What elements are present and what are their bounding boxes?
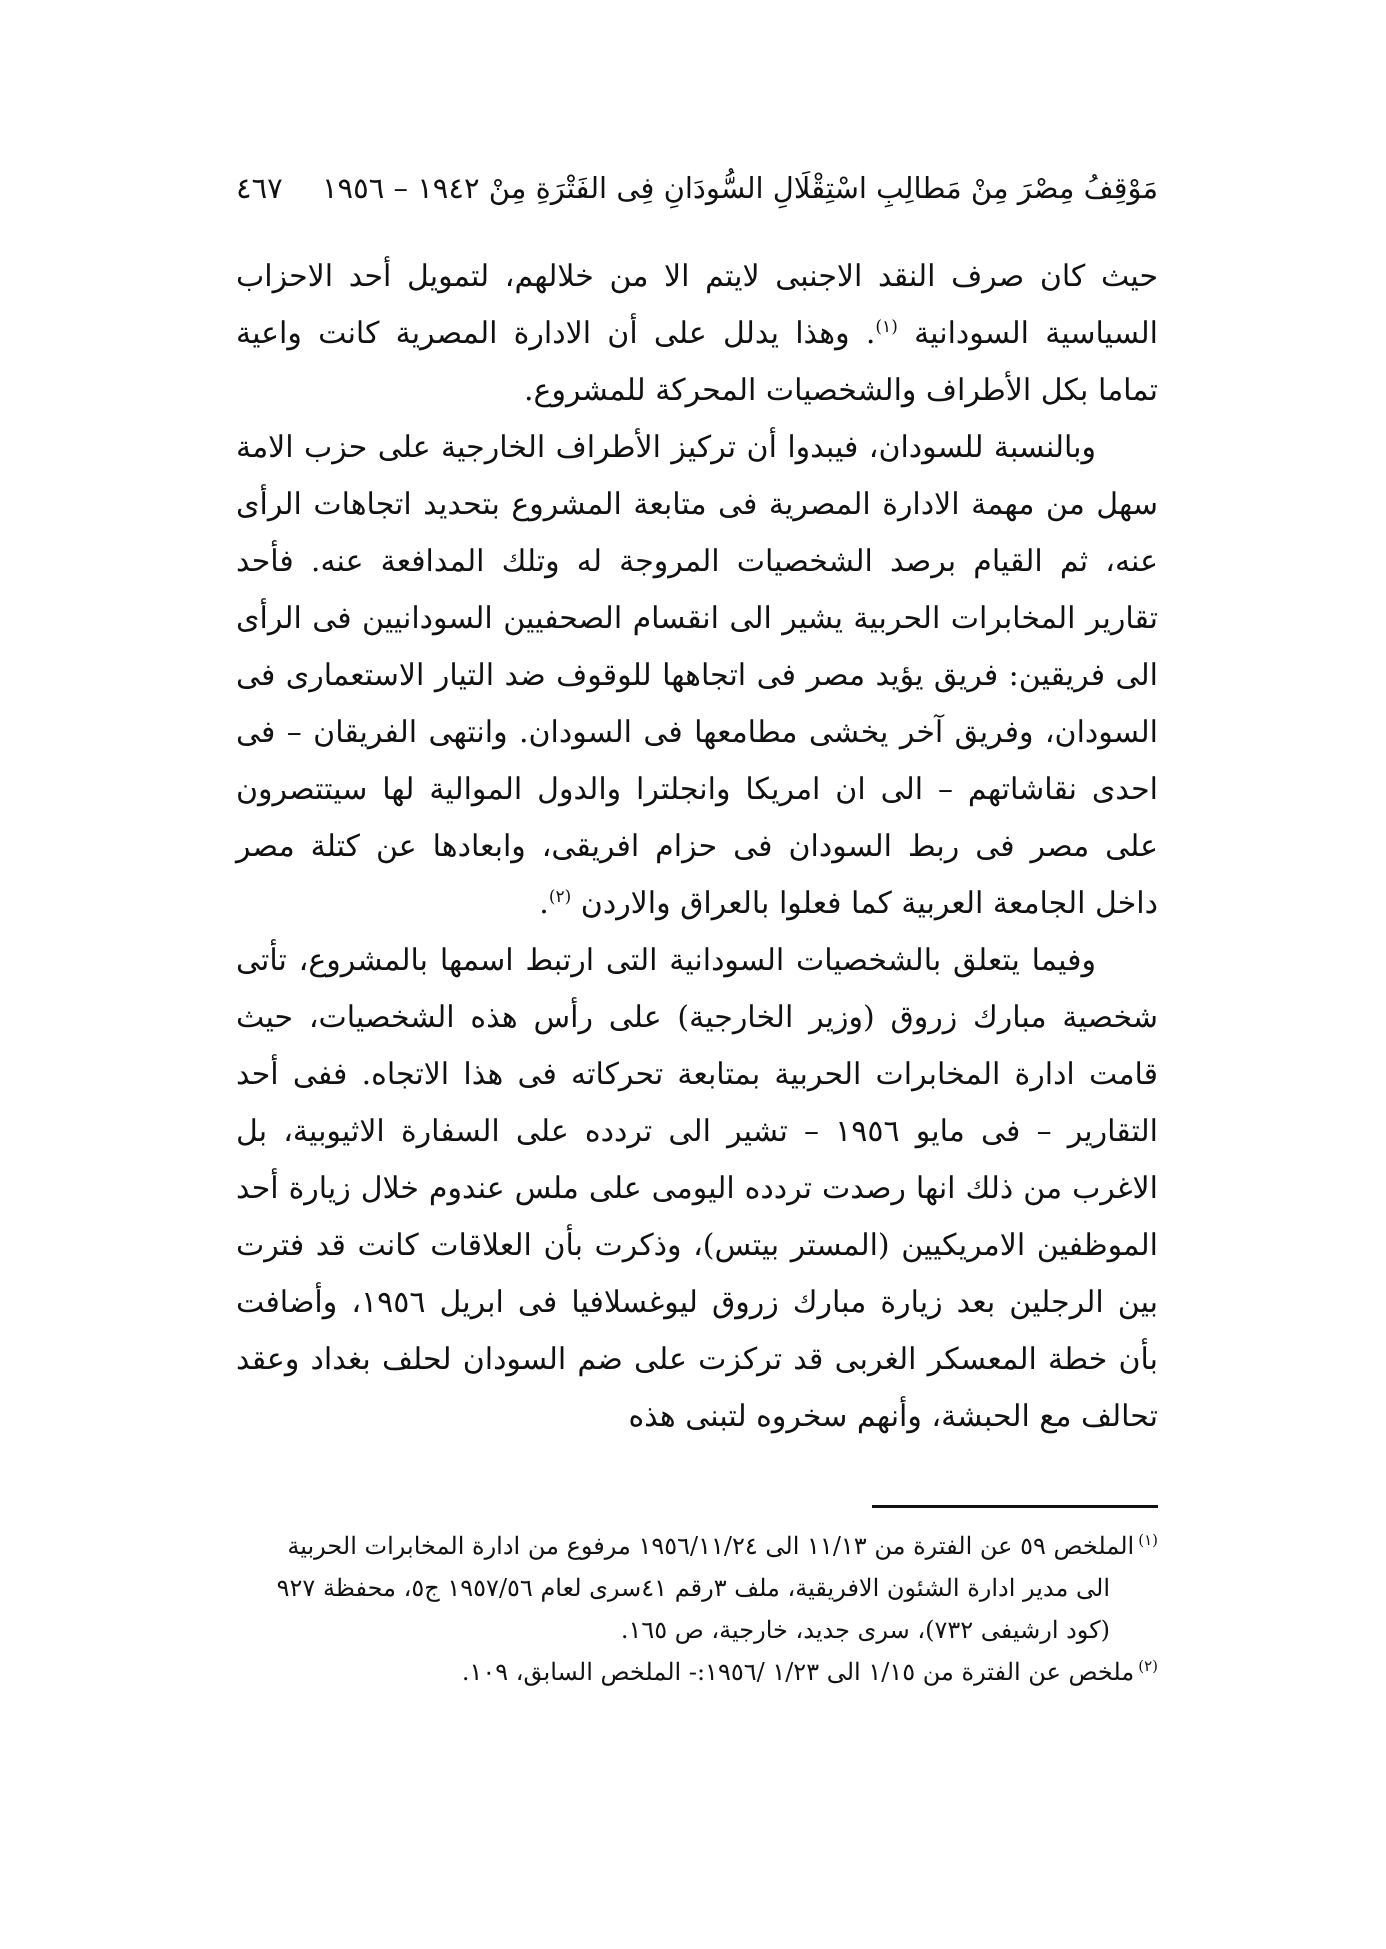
footnote-1-line-3: (كود ارشيفى ٧٣٢)، سرى جديد، خارجية، ص ١٦٥. (620, 1616, 1110, 1644)
footnote-2-text: ملخص عن الفترة من ١/١٥ الى ١/٢٣ /١٩٥٦:- الملخص السابق، ١٠٩. (461, 1658, 1135, 1686)
footnotes (236, 1525, 1158, 1693)
paragraph-2-text-a: وبالنسبة للسودان، فيبدوا أن تركيز الأطراف الخارجية على حزب الامة سهل من مهمة الادارة المصرية فى متابعة المشروع بتحديد اتجاهات الرأى عنه، ثم القيام برصد الشخصيات المروجة له وتلك المدافعة عنه. فأحد تقارير المخابرات الحربية يشير الى انقسام الصحفيين السودانيين فى الرأى الى فريقين: فريق يؤيد مصر فى اتجاهها للوقوف ضد التيار الاستعمارى فى السودان، وفريق آخر يخشى مطامعها فى السودان. وانتهى الفريقان – فى احدى نقاشاتهم – الى ان امريكا وانجلترا والدول الموالية لها سيتتصرون على مصر فى ربط السودان فى حزام افريقى، وابعادها عن كتلة مصر داخل الجامعة العربية كما فعلوا بالعراق والاردن (236, 430, 1158, 921)
header-title: مَوْقِفُ مِصْرَ مِنْ مَطالِبِ اسْتِقْلَالِ السُّودَانِ فِى الفَتْرَةِ مِنْ ١٩٤٢ – ١٩٥٦ (321, 171, 1158, 205)
footnote-1-line-2: الى مدير ادارة الشئون الافريقية، ملف ٣رقم ٤١سرى لعام ١٩٥٧/٥٦ ج٥، محفظة ٩٢٧ (276, 1574, 1110, 1602)
body-text (236, 248, 1158, 1454)
paragraph-2-text-b: . (539, 886, 549, 921)
footnote-ref-1: (١) (875, 317, 898, 337)
footnote-1-line-1: الملخص ٥٩ عن الفترة من ١١/١٣ الى ١٩٥٦/١١/٢٤ مرفوع من ادارة المخابرات الحربية (287, 1532, 1135, 1560)
footnote-1-number: (١) (1138, 1531, 1158, 1549)
footnote-2-number: (٢) (1138, 1657, 1158, 1675)
footnote-1 (236, 1525, 1158, 1651)
footnote-2 (236, 1651, 1158, 1693)
running-header (236, 160, 1158, 216)
page-number: ٤٦٧ (236, 171, 283, 205)
paragraph-1 (236, 248, 1158, 419)
paragraph-2 (236, 419, 1158, 932)
footnote-separator (872, 1505, 1158, 1508)
paragraph-1-text-a: حيث كان صرف النقد الاجنبى لايتم الا من خلالهم، لتمويل أحد الاحزاب السياسية السودانية (236, 259, 1158, 351)
footnote-ref-2: (٢) (548, 887, 572, 907)
paragraph-1-text-b: . وهذا يدلل على أن الادارة المصرية كانت واعية تماما بكل الأطراف والشخصيات المحركة للمشروع. (236, 316, 1158, 408)
paragraph-3: وفيما يتعلق بالشخصيات السودانية التى ارتبط اسمها بالمشروع، تأتى شخصية مبارك زروق (وزير الخارجية) على رأس هذه الشخصيات، حيث قامت ادارة المخابرات الحربية بمتابعة تحركاته فى هذا الاتجاه. ففى أحد التقارير – فى مايو ١٩٥٦ – تشير الى تردده على السفارة الاثيوبية، بل الاغرب من ذلك انها رصدت تردده اليومى على ملس عندوم خلال زيارة أحد الموظفين الامريكيين (المستر بيتس)، وذكرت بأن العلاقات كانت قد فترت بين الرجلين بعد زيارة مبارك زروق ليوغسلافيا فى ابريل ١٩٥٦، وأضافت بأن خطة المعسكر الغربى قد تركزت على ضم السودان لحلف بغداد وعقد تحالف مع الحبشة، وأنهم سخروه لتبنى هذه (236, 943, 1159, 1434)
